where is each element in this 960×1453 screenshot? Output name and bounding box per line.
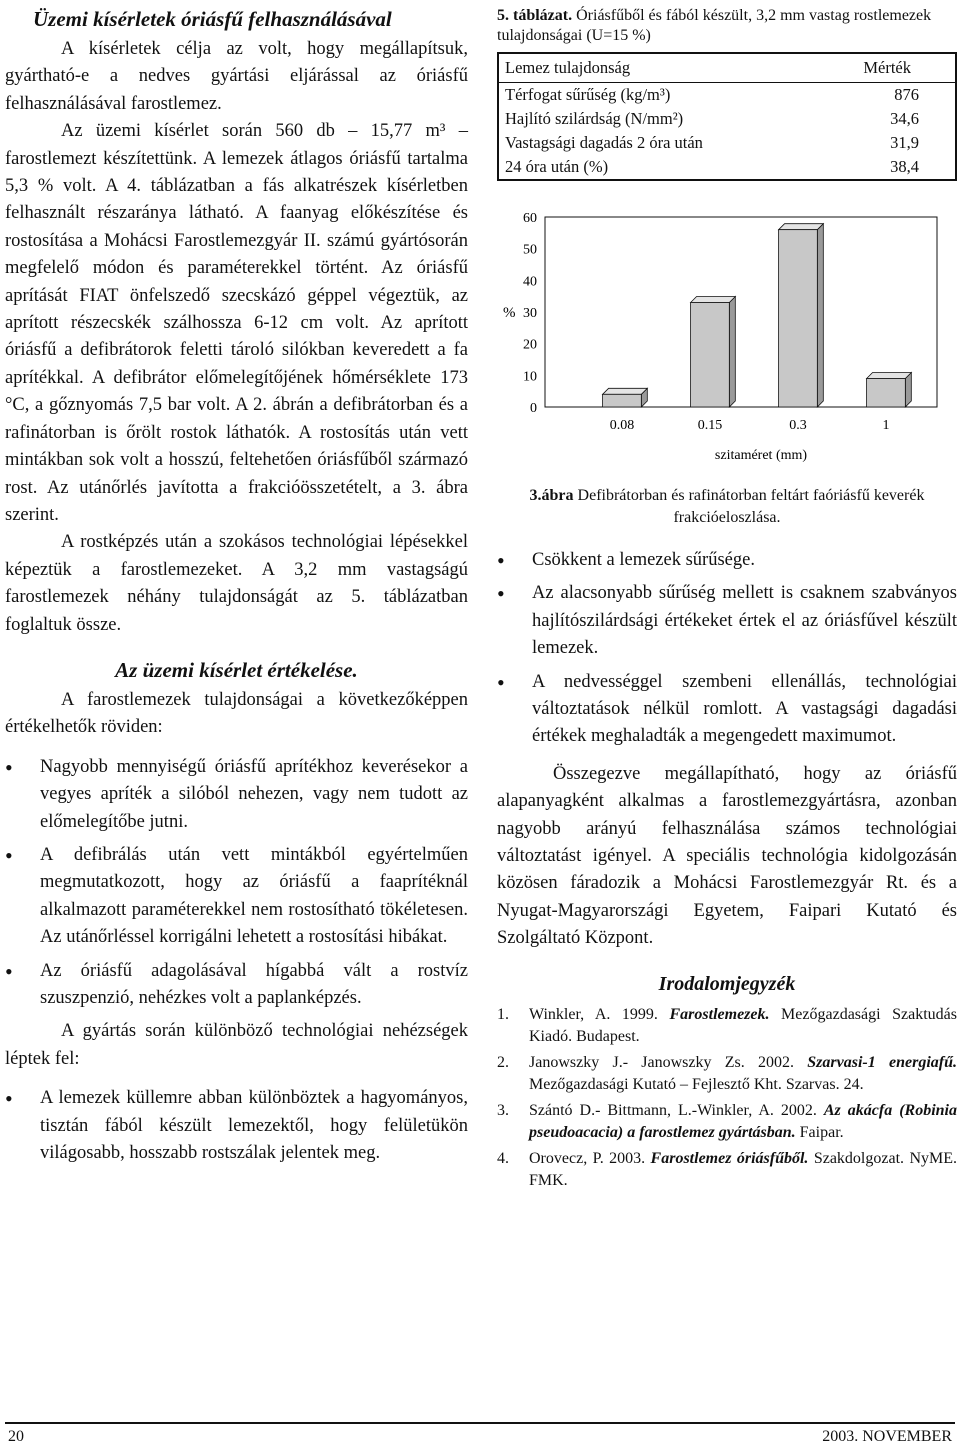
reference-title: Az akácfa (Robinia pseudoacacia) a farostlemez gyártásban.	[529, 1101, 957, 1141]
reference-authors: Szántó D.- Bittmann, L.-Winkler, A. 2002.	[529, 1101, 824, 1119]
table-cell: Hajlító szilárdság (N/mm²)	[505, 109, 684, 128]
table-row	[498, 131, 956, 155]
figure-caption	[497, 485, 957, 529]
x-axis-label: szitaméret (mm)	[714, 448, 808, 463]
y-tick-label: 50	[523, 242, 537, 258]
bar-top	[779, 224, 824, 230]
bar-side	[817, 224, 823, 407]
table-caption-label: 5. táblázat.	[497, 7, 573, 24]
reference-number: 1.	[497, 1005, 509, 1023]
left-column	[5, 6, 468, 1173]
properties-table	[497, 52, 957, 181]
references-list	[497, 1004, 957, 1192]
y-tick-label: 60	[523, 211, 537, 226]
reference-title: Farostlemezek.	[669, 1005, 770, 1023]
reference-authors: Orovecz, P. 2003.	[529, 1149, 651, 1167]
list-item: • Az óriásfű adagolásával hígabbá vált a rostvíz szuszpenzió, nehézkes volt a paplanképzés.	[5, 958, 468, 1013]
list-item: • Nagyobb mennyiségű óriásfű aprítékhoz keverésekor a vegyes apríték a silóból nehezen, vagy nem tudott az előmelegítőbe jutni.	[5, 754, 468, 836]
table-cell: 34,6	[890, 109, 919, 128]
table-cell: Térfogat sűrűség (kg/m³)	[505, 85, 671, 104]
footer-rule	[5, 1422, 955, 1424]
bar-top	[867, 373, 912, 379]
list-item: • Csökkent a lemezek sűrűsége.	[497, 547, 957, 574]
table-row	[498, 155, 956, 180]
reference-title: Szarvasi-1 energiafű.	[807, 1053, 957, 1071]
references-title: Irodalomjegyzék	[658, 972, 796, 995]
paragraph: A rostképzés után a szokásos technológiai lépésekkel képeztük a farostlemezeket. A 3,2 mm vastagságú farostlemezek néhány tulajdonságát az 5. táblázatban foglaltuk össze.	[5, 532, 468, 635]
list-item: • A defibrálás után vett mintákból egyértelműen megmutatkozott, hogy az óriásfű a faaprítéknál alkalmazott paraméterekkel nem rostosítható tökéletesen. Az utánőrléssel korrigálni lehetett a rostosítási hibákat.	[5, 842, 468, 952]
right-column	[497, 6, 957, 1196]
x-tick-label: 0.3	[789, 418, 807, 433]
table-cell: Vastagsági dagadás 2 óra után	[505, 133, 703, 152]
x-tick-label: 0.08	[609, 418, 635, 433]
reference-item	[497, 1148, 957, 1192]
reference-authors: Janowszky J.- Janowszky Zs. 2002.	[529, 1053, 808, 1071]
reference-source: Mezőgazdasági Szaktudás Kiadó. Budapest.	[529, 1005, 958, 1045]
chart-svg	[497, 207, 957, 477]
list-item: • Az alacsonyabb sűrűség mellett is csaknem szabványos hajlítószilárdsági értékeket értek el az óriásfűvel készült lemezek.	[497, 580, 957, 662]
table-cell: 38,4	[890, 157, 919, 176]
reference-source: Faipar.	[795, 1123, 844, 1141]
reference-number: 2.	[497, 1053, 509, 1071]
y-tick-label: 20	[523, 337, 537, 353]
paragraph: Összegezve megállapítható, hogy az óriásfű alapanyagként alkalmas a farostlemezgyártásra, azonban nagyobb arányú felhasználása számos technológiai változtatást igényel. A speciális technológia kidolgozásán közösen fáradozik a Mohácsi Farostlemezgyár Rt. és a Nyugat-Magyarországi Egyetem, Faipari Kutató és Szolgáltató Központ.	[497, 763, 957, 949]
table-header-cell: Mérték	[810, 53, 956, 83]
bar-top	[603, 388, 648, 394]
list-item: • A lemezek küllemre abban különböztek a hagyományos, tisztán fából készült lemezektől, hogy felületükön világosabb, hosszabb rostszálak jelentek meg.	[5, 1085, 468, 1167]
x-tick-label: 0.15	[697, 418, 723, 433]
table-header-cell: Lemez tulajdonság	[498, 53, 810, 83]
x-tick-label: 1	[882, 418, 890, 433]
reference-number: 4.	[497, 1149, 509, 1167]
paragraph: A farostlemezek tulajdonságai a következőképpen értékelhetők röviden:	[5, 689, 468, 738]
y-tick-label: 30	[523, 306, 537, 321]
paragraph: A kísérletek célja az volt, hogy megállapítsuk, gyártható-e a nedves gyártási eljárással az óriásfű felhasználásával farostlemez.	[5, 39, 468, 114]
list-item: • A nedvességgel szembeni ellenállás, technológiai változtatások nélkül romlott. A vastagsági dagadási értékek meghaladták a megengedett maximumot.	[497, 669, 957, 751]
table-header-row	[498, 53, 956, 83]
bar-side	[729, 297, 735, 408]
section-heading: Üzemi kísérletek óriásfű felhasználásával	[33, 7, 392, 31]
page-number: 20	[8, 1428, 24, 1445]
figure-caption-label: 3.ábra	[529, 487, 574, 504]
table-cell: 31,9	[890, 133, 919, 152]
bar	[779, 230, 818, 407]
table-cell: 876	[894, 85, 919, 104]
reference-source: Szakdolgozat. NyME. FMK.	[529, 1149, 957, 1189]
reference-item	[497, 1052, 957, 1096]
bullet-list	[5, 1085, 468, 1167]
reference-item	[497, 1004, 957, 1048]
paragraph: A gyártás során különböző technológiai nehézségek léptek fel:	[5, 1021, 468, 1069]
reference-item	[497, 1100, 957, 1144]
reference-source: Mezőgazdasági Kutató – Fejlesztő Kht. Szarvas. 24.	[529, 1075, 864, 1093]
reference-title: Farostlemez óriásfűből.	[650, 1149, 809, 1167]
y-tick-label: 0	[530, 401, 537, 416]
y-tick-label: 40	[523, 274, 537, 290]
y-tick-label: 10	[523, 369, 537, 385]
bar	[867, 379, 906, 408]
reference-authors: Winkler, A. 1999.	[529, 1005, 670, 1023]
table-cell: 24 óra után (%)	[505, 157, 609, 176]
bar	[691, 303, 730, 408]
table-row	[498, 83, 956, 108]
bar	[603, 394, 642, 407]
section-heading: Az üzemi kísérlet értékelése.	[115, 657, 358, 682]
paragraph: Az üzemi kísérlet során 560 db – 15,77 m³ – farostlemezt készítettünk. A lemezek átlagos óriásfű tartalma 5,3 % volt. A 4. táblázatban a fás alkatrészek kísérletben felhasznált részaránya látható. A faanyag előkészítése és rostosítása a Mohácsi Farostlemezgyár II. számú gyártósorán megfelelő módon és paraméterekkel történt. Az óriásfű aprítását FIAT önfelszedő szecskázó géppel végeztük, az aprított részecskék szálhossza 6-12 cm volt. Az aprított óriásfű a defibrátorok feletti tároló silókban keveredett a fa aprítékkal. A defibrátor előmelegítőjének hőmérséklete 173 °C, a gőznyomás 7,5 bar volt. A 2. ábrán a defibrátorban és a rafinátorban is őrölt rostok láthatók. A rostosítás után vett mintákban sok volt a hosszú, feltehetően óriásfűből származó rost. Az utánőrlés javította a frakcióösszetételt, a 3. ábra szerint.	[5, 121, 468, 525]
reference-number: 3.	[497, 1101, 509, 1119]
issue-label: 2003. NOVEMBER	[822, 1428, 952, 1445]
bullet-list	[497, 547, 957, 751]
figure-caption-text: Defibrátorban és rafinátorban feltárt faóriásfű keverék frakcióeloszlása.	[577, 487, 925, 526]
bullet-list	[5, 754, 468, 1013]
table-row	[498, 107, 956, 131]
table-caption-text: Óriásfűből és fából készült, 3,2 mm vastag rostlemezek tulajdonságai (U=15 %)	[497, 7, 932, 44]
bar-top	[691, 297, 736, 303]
table-caption	[497, 6, 957, 46]
y-axis-label: %	[503, 305, 516, 321]
bar-chart	[497, 207, 957, 477]
